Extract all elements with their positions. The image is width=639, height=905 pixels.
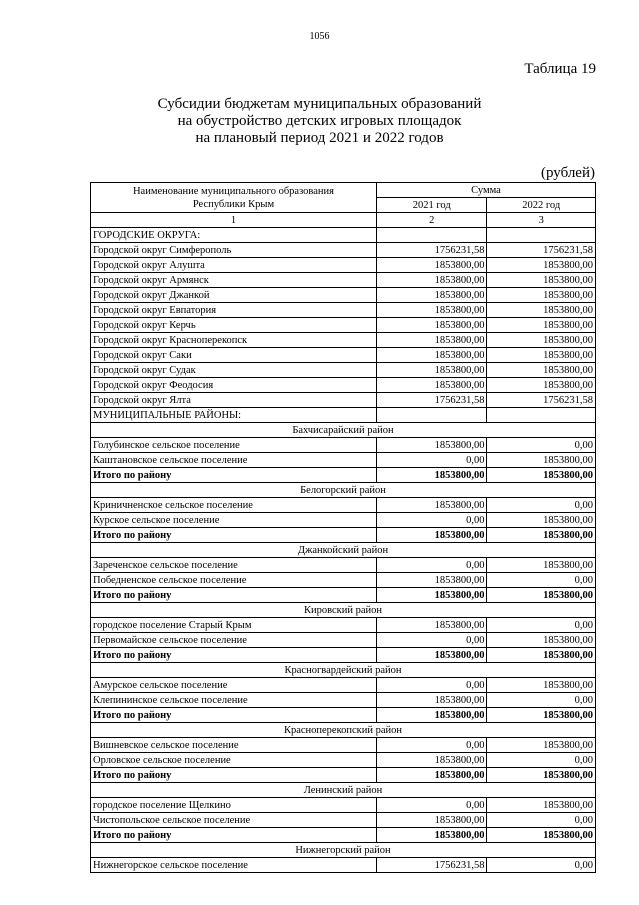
empty-cell <box>376 228 487 243</box>
municipality-name: Городской округ Симферополь <box>91 243 377 258</box>
amount-2021: 1853800,00 <box>376 303 487 318</box>
subsidies-table <box>90 182 596 873</box>
municipality-name: Каштановское сельское поселение <box>91 453 377 468</box>
table-row <box>91 558 596 573</box>
amount-2022: 1853800,00 <box>487 678 596 693</box>
amount-2021: 1853800,00 <box>376 318 487 333</box>
amount-2022: 1756231,58 <box>487 393 596 408</box>
total-label: Итого по району <box>91 468 377 483</box>
table-row <box>91 303 596 318</box>
page-number: 1056 <box>309 31 330 42</box>
amount-2021: 0,00 <box>376 453 487 468</box>
table-row <box>91 738 596 753</box>
amount-2021: 1853800,00 <box>376 573 487 588</box>
amount-2021: 1853800,00 <box>376 378 487 393</box>
amount-2022: 1756231,58 <box>487 243 596 258</box>
total-row <box>91 708 596 723</box>
amount-2022: 1853800,00 <box>487 648 596 663</box>
amount-2022: 0,00 <box>487 573 596 588</box>
amount-2021: 1853800,00 <box>376 753 487 768</box>
amount-2021: 1853800,00 <box>376 768 487 783</box>
column-number: 3 <box>487 213 596 228</box>
table-label: Таблица 19 <box>524 61 596 77</box>
amount-2021: 0,00 <box>376 633 487 648</box>
municipality-name: Городской округ Джанкой <box>91 288 377 303</box>
total-label: Итого по району <box>91 648 377 663</box>
amount-2022: 1853800,00 <box>487 558 596 573</box>
table-row <box>91 378 596 393</box>
amount-2021: 1756231,58 <box>376 243 487 258</box>
unit-label: (рублей) <box>540 165 595 181</box>
municipality-name: Курское сельское поселение <box>91 513 377 528</box>
amount-2022: 1853800,00 <box>487 588 596 603</box>
municipality-name: Нижнегорское сельское поселение <box>91 858 377 873</box>
amount-2022: 1853800,00 <box>487 633 596 648</box>
amount-2021: 1853800,00 <box>376 333 487 348</box>
amount-2022: 1853800,00 <box>487 453 596 468</box>
amount-2022: 1853800,00 <box>487 273 596 288</box>
amount-2022: 0,00 <box>487 858 596 873</box>
section-title: ГОРОДСКИЕ ОКРУГА: <box>91 228 377 243</box>
total-label: Итого по району <box>91 588 377 603</box>
municipality-name: Зареченское сельское поселение <box>91 558 377 573</box>
amount-2021: 1853800,00 <box>376 363 487 378</box>
amount-2021: 1853800,00 <box>376 348 487 363</box>
amount-2022: 1853800,00 <box>487 828 596 843</box>
amount-2021: 1853800,00 <box>376 693 487 708</box>
amount-2022: 0,00 <box>487 753 596 768</box>
total-row <box>91 768 596 783</box>
municipality-name: Городской округ Саки <box>91 348 377 363</box>
header-year-2021: 2021 год <box>376 198 487 213</box>
municipality-name: Вишневское сельское поселение <box>91 738 377 753</box>
amount-2021: 0,00 <box>376 558 487 573</box>
section-row <box>91 408 596 423</box>
total-label: Итого по району <box>91 828 377 843</box>
amount-2022: 1853800,00 <box>487 288 596 303</box>
amount-2021: 1853800,00 <box>376 273 487 288</box>
amount-2021: 1853800,00 <box>376 468 487 483</box>
amount-2021: 1853800,00 <box>376 828 487 843</box>
table-row <box>91 513 596 528</box>
table-row <box>91 438 596 453</box>
district-row <box>91 723 596 738</box>
district-row <box>91 843 596 858</box>
district-title: Ленинский район <box>91 783 596 798</box>
amount-2022: 1853800,00 <box>487 768 596 783</box>
municipality-name: городское поселение Щелкино <box>91 798 377 813</box>
amount-2021: 1853800,00 <box>376 648 487 663</box>
amount-2021: 1756231,58 <box>376 393 487 408</box>
municipality-name: Амурское сельское поселение <box>91 678 377 693</box>
district-row <box>91 543 596 558</box>
amount-2022: 0,00 <box>487 813 596 828</box>
total-row <box>91 828 596 843</box>
district-row <box>91 783 596 798</box>
amount-2022: 1853800,00 <box>487 708 596 723</box>
municipality-name: Городской округ Красноперекопск <box>91 333 377 348</box>
total-row <box>91 468 596 483</box>
amount-2022: 1853800,00 <box>487 348 596 363</box>
total-row <box>91 588 596 603</box>
table-row <box>91 348 596 363</box>
district-title: Кировский район <box>91 603 596 618</box>
municipality-name: Городской округ Алушта <box>91 258 377 273</box>
amount-2021: 0,00 <box>376 513 487 528</box>
header-sum: Сумма <box>376 183 595 198</box>
municipality-name: Городской округ Ялта <box>91 393 377 408</box>
district-row <box>91 603 596 618</box>
section-row <box>91 228 596 243</box>
table-row <box>91 618 596 633</box>
empty-cell <box>487 408 596 423</box>
district-title: Джанкойский район <box>91 543 596 558</box>
table-row <box>91 798 596 813</box>
amount-2022: 0,00 <box>487 693 596 708</box>
municipality-name: Орловское сельское поселение <box>91 753 377 768</box>
district-title: Красноперекопский район <box>91 723 596 738</box>
total-row <box>91 528 596 543</box>
amount-2021: 1853800,00 <box>376 498 487 513</box>
amount-2022: 1853800,00 <box>487 513 596 528</box>
amount-2021: 1853800,00 <box>376 588 487 603</box>
total-label: Итого по району <box>91 768 377 783</box>
table-row <box>91 858 596 873</box>
table-row <box>91 258 596 273</box>
municipality-name: Городской округ Керчь <box>91 318 377 333</box>
municipality-name: Чистопольское сельское поселение <box>91 813 377 828</box>
district-title: Бахчисарайский район <box>91 423 596 438</box>
municipality-name: Городской округ Евпатория <box>91 303 377 318</box>
municipality-name: Голубинское сельское поселение <box>91 438 377 453</box>
table-row <box>91 813 596 828</box>
table-row <box>91 288 596 303</box>
total-label: Итого по району <box>91 528 377 543</box>
amount-2022: 1853800,00 <box>487 468 596 483</box>
section-title: МУНИЦИПАЛЬНЫЕ РАЙОНЫ: <box>91 408 377 423</box>
amount-2022: 0,00 <box>487 618 596 633</box>
amount-2022: 0,00 <box>487 498 596 513</box>
amount-2021: 0,00 <box>376 738 487 753</box>
amount-2021: 1853800,00 <box>376 528 487 543</box>
amount-2022: 1853800,00 <box>487 333 596 348</box>
amount-2021: 1853800,00 <box>376 258 487 273</box>
table-row <box>91 393 596 408</box>
amount-2022: 1853800,00 <box>487 363 596 378</box>
amount-2022: 1853800,00 <box>487 798 596 813</box>
municipality-name: Городской округ Феодосия <box>91 378 377 393</box>
header-year-2022: 2022 год <box>487 198 596 213</box>
title-line: Субсидии бюджетам муниципальных образований <box>157 96 482 112</box>
amount-2022: 1853800,00 <box>487 318 596 333</box>
column-number: 2 <box>376 213 487 228</box>
amount-2022: 1853800,00 <box>487 528 596 543</box>
amount-2021: 1853800,00 <box>376 438 487 453</box>
header-name-line: Наименование муниципального образования <box>132 185 334 197</box>
table-row <box>91 243 596 258</box>
amount-2021: 1756231,58 <box>376 858 487 873</box>
table-row <box>91 453 596 468</box>
district-title: Красногвардейский район <box>91 663 596 678</box>
table-row <box>91 693 596 708</box>
header-name <box>91 183 377 213</box>
municipality-name: Первомайское сельское поселение <box>91 633 377 648</box>
amount-2022: 1853800,00 <box>487 738 596 753</box>
amount-2022: 1853800,00 <box>487 258 596 273</box>
table-row <box>91 753 596 768</box>
title-line: на плановый период 2021 и 2022 годов <box>195 130 444 146</box>
amount-2022: 0,00 <box>487 438 596 453</box>
empty-cell <box>376 408 487 423</box>
amount-2021: 1853800,00 <box>376 708 487 723</box>
table-row <box>91 498 596 513</box>
district-title: Нижнегорский район <box>91 843 596 858</box>
amount-2022: 1853800,00 <box>487 378 596 393</box>
total-row <box>91 648 596 663</box>
amount-2022: 1853800,00 <box>487 303 596 318</box>
table-body <box>91 228 596 873</box>
district-row <box>91 423 596 438</box>
empty-cell <box>487 228 596 243</box>
table-row <box>91 273 596 288</box>
municipality-name: Городской округ Судак <box>91 363 377 378</box>
amount-2021: 0,00 <box>376 798 487 813</box>
total-label: Итого по району <box>91 708 377 723</box>
district-title: Белогорский район <box>91 483 596 498</box>
municipality-name: Городской округ Армянск <box>91 273 377 288</box>
municipality-name: Криничненское сельское поселение <box>91 498 377 513</box>
header-name-line: Республики Крым <box>192 198 275 210</box>
table-row <box>91 678 596 693</box>
column-number: 1 <box>91 213 377 228</box>
amount-2021: 1853800,00 <box>376 288 487 303</box>
district-row <box>91 663 596 678</box>
district-row <box>91 483 596 498</box>
amount-2021: 0,00 <box>376 678 487 693</box>
table-row <box>91 573 596 588</box>
title-line: на обустройство детских игровых площадок <box>177 113 462 129</box>
document-title <box>0 96 639 147</box>
table-row <box>91 333 596 348</box>
municipality-name: Победненское сельское поселение <box>91 573 377 588</box>
amount-2021: 1853800,00 <box>376 813 487 828</box>
table-row <box>91 318 596 333</box>
municipality-name: городское поселение Старый Крым <box>91 618 377 633</box>
amount-2021: 1853800,00 <box>376 618 487 633</box>
table-row <box>91 363 596 378</box>
table-row <box>91 633 596 648</box>
municipality-name: Клепининское сельское поселение <box>91 693 377 708</box>
